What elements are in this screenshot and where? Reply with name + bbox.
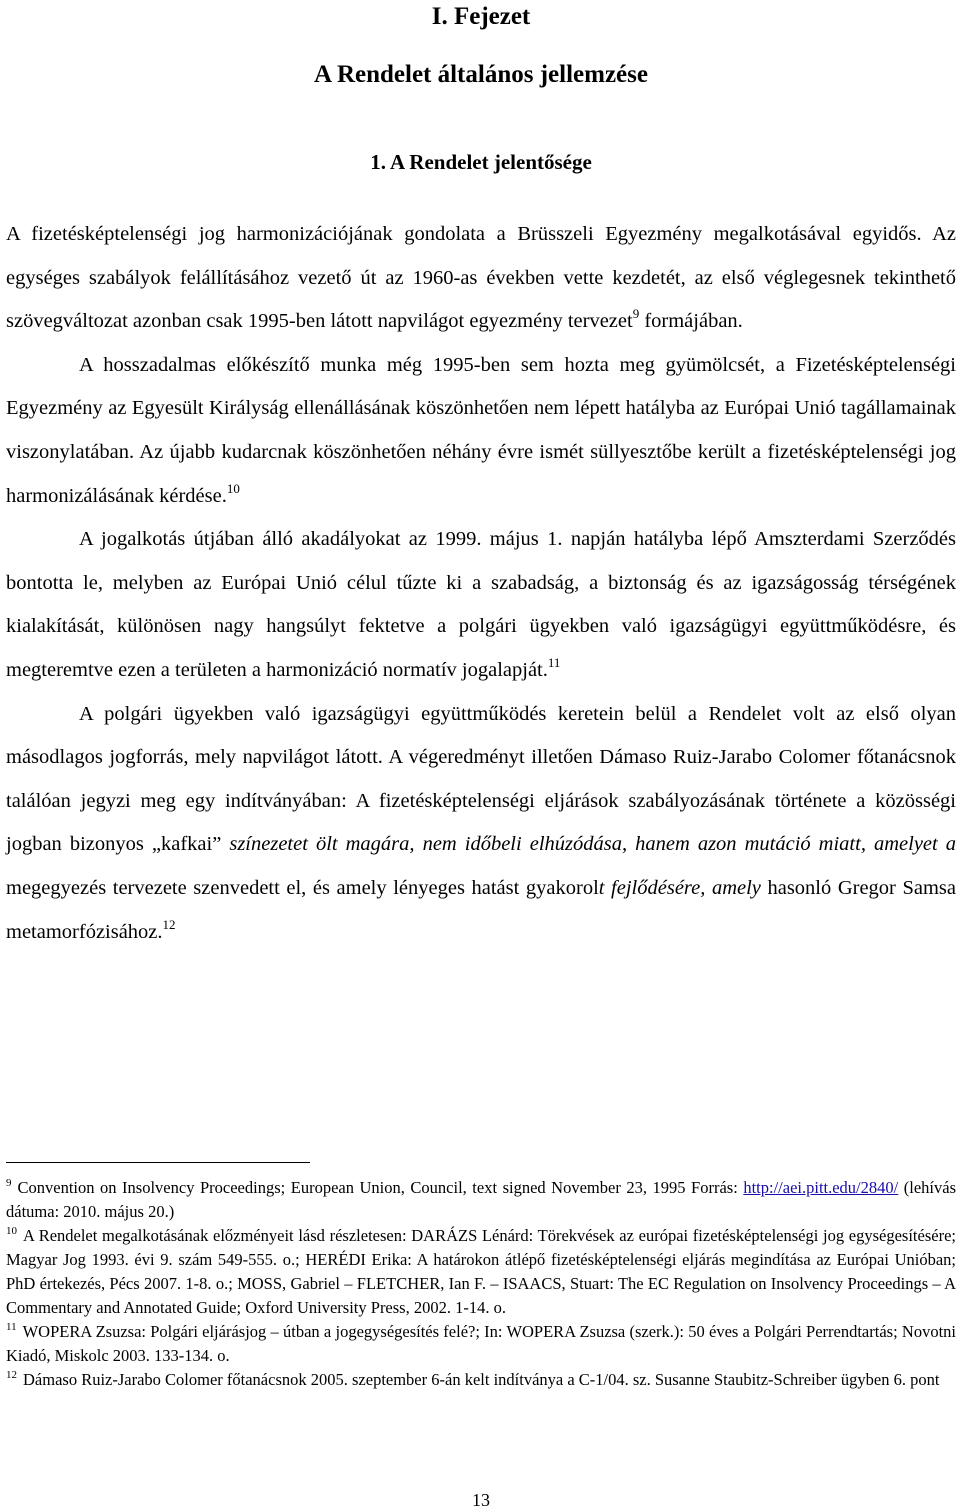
paragraph-text: A fizetésképtelenségi jog harmonizációjának gondolata a Brüsszeli Egyezmény megalkotásával egyidős. Az egységes szabályok felállításához vezető út az 1960-as években vette kezdetét, az első véglegesnek tekinthető szövegváltozat azonban csak 1995-ben látott napvilágot egyezmény tervezet — [6, 223, 956, 333]
paragraph-text: megegyezés tervezete szenvedett el, és amely lényeges hatást gyakorol — [6, 876, 599, 899]
footnote-text: A Rendelet megalkotásának előzményeit lásd részletesen: DARÁZS Lénárd: Törekvések az európai fizetésképtelenségi jog egységesítésére; Magyar Jog 1993. évi 9. szám 549-555. o.; HERÉDI Erika: A határokon átlépő fizetésképtelenségi eljárás megindítása az Európai Unióban; PhD értekezés, Pécs 2007. 1-8. o.; MOSS, Gabriel – FLETCHER, Ian F. – ISAACS, Stuart: The EC Regulation on Insolvency Proceedings – A Commentary and Annotated Guide; Oxford University Press, 2002. 1-14. o. — [6, 1226, 956, 1317]
footnote-text: (lehívás dátuma: 2010. május 20.) — [6, 1178, 956, 1221]
quote-italic: színezetet ölt magára, nem időbeli elhúzódása, hanem azon mutáció miatt, amelyet a — [221, 833, 957, 856]
footnote-ref: 12 — [162, 916, 176, 932]
paragraph-text: formájában. — [639, 310, 743, 333]
footnote-text: Convention on Insolvency Proceedings; European Union, Council, text signed November 23, 1995 Forrás: — [17, 1178, 744, 1197]
quote-italic: t fejlődésére, amely — [598, 876, 761, 899]
source-link[interactable]: http://aei.pitt.edu/2840/ — [743, 1178, 899, 1197]
chapter-label: I. Fejezet — [431, 3, 531, 30]
footnote-number: 9 — [6, 1177, 12, 1189]
footnote-number: 10 — [6, 1225, 17, 1237]
footnotes — [6, 1176, 956, 1392]
page-number: 13 — [472, 1490, 490, 1510]
paragraph — [6, 518, 956, 692]
footnote — [6, 1320, 956, 1368]
body-text — [6, 213, 956, 954]
footnote — [6, 1176, 956, 1224]
footnote-text: WOPERA Zsuzsa: Polgári eljárásjog – útban a jogegységesítés felé?; In: WOPERA Zsuzsa (szerk.): 50 éves a Polgári Perrendtartás; Novotni Kiadó, Miskolc 2003. 133-134. o. — [6, 1322, 956, 1365]
footnote-ref: 11 — [547, 654, 561, 670]
paragraph-text: A jogalkotás útjában álló akadályokat az 1999. május 1. napján hatályba lépő Amszterdami Szerződés bontotta le, melyben az Európai Unió célul tűzte ki a szabadság, a biztonság és az igazságosság térségének kialakítását, különösen nagy hangsúlyt fektetve a polgári ügyekben való igazságügyi együttműködésre, és megteremtve ezen a területen a harmonizáció normatív jogalapját. — [6, 528, 956, 681]
footnote-text: Dámaso Ruiz-Jarabo Colomer főtanácsnok 2005. szeptember 6-án kelt indítványa a C-1/04. sz. Susanne Staubitz-Schreiber ügyben 6. pont — [23, 1370, 940, 1389]
paragraph-text: A hosszadalmas előkészítő munka még 1995-ben sem hozta meg gyümölcsét, a Fizetésképtelenségi Egyezmény az Egyesült Királyság ellenállásának köszönhetően nem lépett hatályba az Európai Unió tagállamainak viszonylatában. Az újabb kudarcnak köszönhetően néhány évre ismét süllyesztőbe került a fizetésképtelenségi jog harmonizálásának kérdése. — [6, 353, 956, 507]
footnote-number: 11 — [6, 1321, 17, 1333]
footnote-separator — [6, 1162, 310, 1163]
section-heading: 1. A Rendelet jelentősége — [370, 150, 592, 174]
paragraph-text: hasonló Gregor Samsa metamorfózisához. — [6, 876, 956, 943]
paragraph — [6, 344, 956, 518]
footnote — [6, 1368, 956, 1392]
paragraph — [6, 213, 956, 344]
footnote-number: 12 — [6, 1369, 17, 1381]
paragraph-text: A polgári ügyekben való igazságügyi együttműködés keretein belül a Rendelet volt az első olyan másodlagos jogforrás, mely napvilágot látott. A végeredményt illetően Dámaso Ruiz-Jarabo Colomer főtanácsnok találóan jegyzi meg egy indítványában: A fizetésképtelenségi eljárások szabályozásának története a közösségi jogban bizonyos „kafkai” — [6, 702, 956, 856]
paragraph — [6, 693, 956, 955]
chapter-title: A Rendelet általános jellemzése — [314, 61, 648, 88]
footnote — [6, 1224, 956, 1320]
footnote-ref: 10 — [226, 480, 240, 496]
footnote-ref: 9 — [632, 306, 640, 322]
